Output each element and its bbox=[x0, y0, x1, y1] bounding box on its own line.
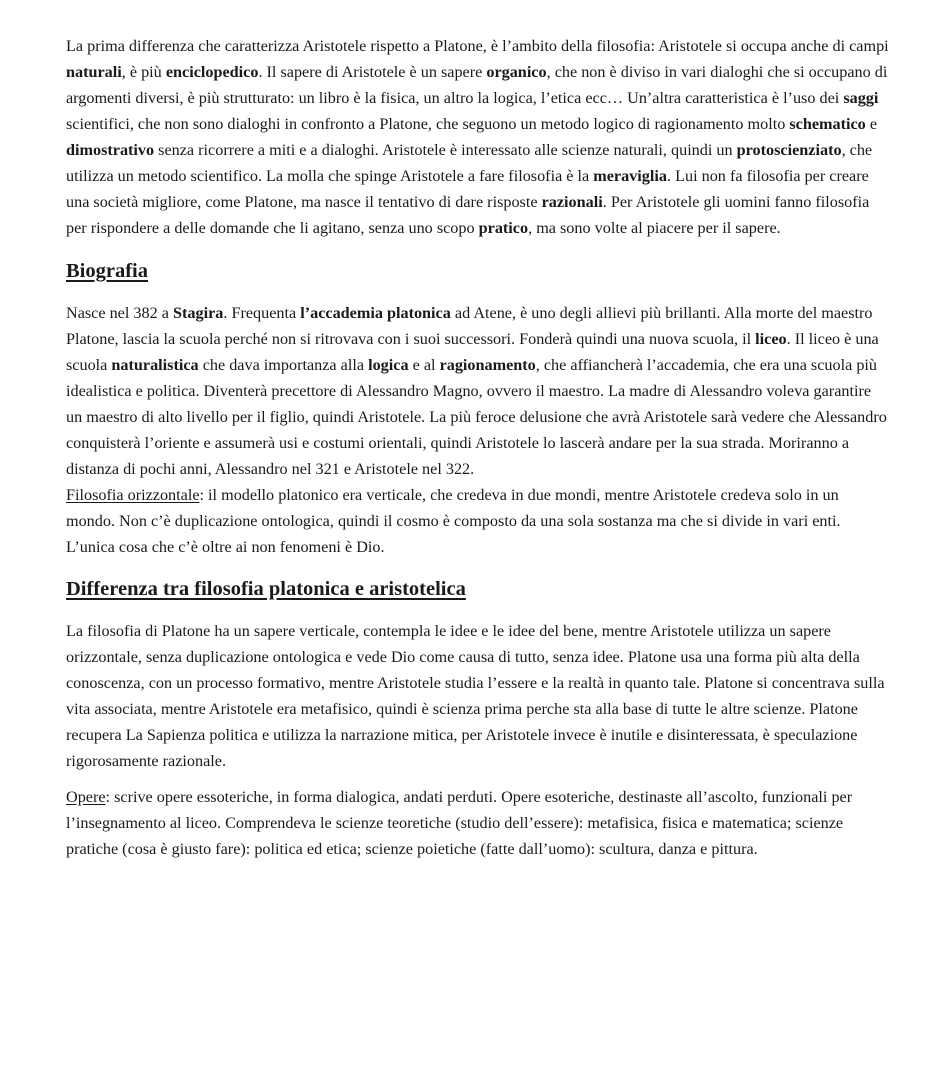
biografia-paragraph: Nasce nel 382 a Stagira. Frequenta l’accademia platonica ad Atene, è uno degli allievi più brillanti. Alla morte del maestro Platone, lascia la scuola perché non si ritrovava con i suoi successori. Fonderà quindi una nuova scuola, il liceo. Il liceo è una scuola naturalistica che dava importanza alla logica e al ragionamento, che affiancherà l’accademia, che era una scuola più idealistica e politica. Diventerà precettore di Alessandro Magno, ovvero il maestro. La madre di Alessandro voleva garantire un maestro di alto livello per il figlio, quindi Aristotele. La più feroce delusione che avrà Aristotele sarà vedere che Alessandro conquisterà l’oriente e assumerà usi e costumi orientali, quindi Aristotele lo lascerà andare per la sua strada. Moriranno a distanza di pochi anni, Alessandro nel 321 e Aristotele nel 322. bbox=[66, 304, 887, 478]
underlined-label: Filosofia orizzontale bbox=[66, 486, 200, 504]
bold-term: naturali bbox=[66, 63, 122, 81]
bold-term: enciclopedico bbox=[165, 63, 259, 81]
bold-term: schematico bbox=[789, 115, 866, 133]
intro-paragraph: La prima differenza che caratterizza Aristotele rispetto a Platone, è l’ambito della filosofia: Aristotele si occupa anche di campi naturali, è più enciclopedico. Il sapere di Aristotele è un sapere organico, che non è diviso in vari dialoghi che si occupano di argomenti diversi, è più strutturato: un libro è la fisica, un altro la logica, l’etica ecc… Un’altra caratteristica è l’uso dei saggi scientifici, che non sono dialoghi in confronto a Platone, che seguono un metodo logico di ragionamento molto schematico e dimostrativo senza ricorrere a miti e a dialoghi. Aristotele è interessato alle scienze naturali, quindi un protoscienziato, che utilizza un metodo scientifico. La molla che spinge Aristotele a fare filosofia è la meraviglia. Lui non fa filosofia per creare una società migliore, come Platone, ma nasce il tentativo di dare risposte razionali. Per Aristotele gli uomini fanno filosofia per rispondere a delle domande che li agitano, senza uno scopo pratico, ma sono volte al piacere per il sapere. bbox=[66, 37, 889, 237]
filosofia-orizzontale-paragraph: Filosofia orizzontale: il modello platonico era verticale, che credeva in due mondi, mentre Aristotele credeva solo in un mondo. Non c’è duplicazione ontologica, quindi il cosmo è composto da una sola sostanza ma che si divide in vari enti. L’unica cosa che c’è oltre ai non fenomeni è Dio. bbox=[66, 486, 841, 556]
bold-term: ragionamento bbox=[439, 356, 536, 374]
bold-term: Stagira bbox=[172, 304, 224, 322]
bold-term: naturalistica bbox=[111, 356, 199, 374]
bold-term: dimostrativo bbox=[66, 141, 155, 159]
bold-term: pratico bbox=[478, 219, 529, 237]
bold-term: meraviglia bbox=[593, 167, 667, 185]
bold-term: protoscienziato bbox=[736, 141, 842, 159]
bold-term: liceo bbox=[755, 330, 787, 348]
bold-term: organico bbox=[486, 63, 547, 81]
opere-paragraph: Opere: scrive opere essoteriche, in forma dialogica, andati perduti. Opere esoteriche, destinaste all’ascolto, funzionali per l’insegnamento al liceo. Comprendeva le scienze teoretiche (studio dell’essere): metafisica, fisica e matematica; scienze pratiche (cosa è giusto fare): politica ed etica; scienze poietiche (fatte dall’uomo): scultura, danza e pittura. bbox=[66, 788, 853, 858]
bold-term: razionali bbox=[541, 193, 603, 211]
bold-term: l’accademia platonica bbox=[300, 304, 451, 322]
section-heading-biografia: Biografia bbox=[66, 260, 148, 282]
underlined-label: Opere bbox=[66, 788, 106, 806]
section-heading-differenza: Differenza tra filosofia platonica e aristotelica bbox=[66, 578, 466, 600]
bold-term: logica bbox=[368, 356, 409, 374]
differenza-paragraph: La filosofia di Platone ha un sapere verticale, contempla le idee e le idee del bene, mentre Aristotele utilizza un sapere orizzontale, senza duplicazione ontologica e vede Dio come causa di tutto, senza idee. Platone usa una forma più alta della conoscenza, con un processo formativo, mentre Aristotele studia l’essere e la realtà in quanto tale. Platone si concentrava sulla vita associata, mentre Aristotele era metafisico, quindi è scienza prima perche sta alla base di tutte le altre scienze. Platone recupera La Sapienza politica e utilizza la narrazione mitica, per Aristotele invece è inutile e disinteressata, è speculazione rigorosamente razionale. bbox=[66, 622, 885, 770]
bold-term: saggi bbox=[843, 89, 879, 107]
